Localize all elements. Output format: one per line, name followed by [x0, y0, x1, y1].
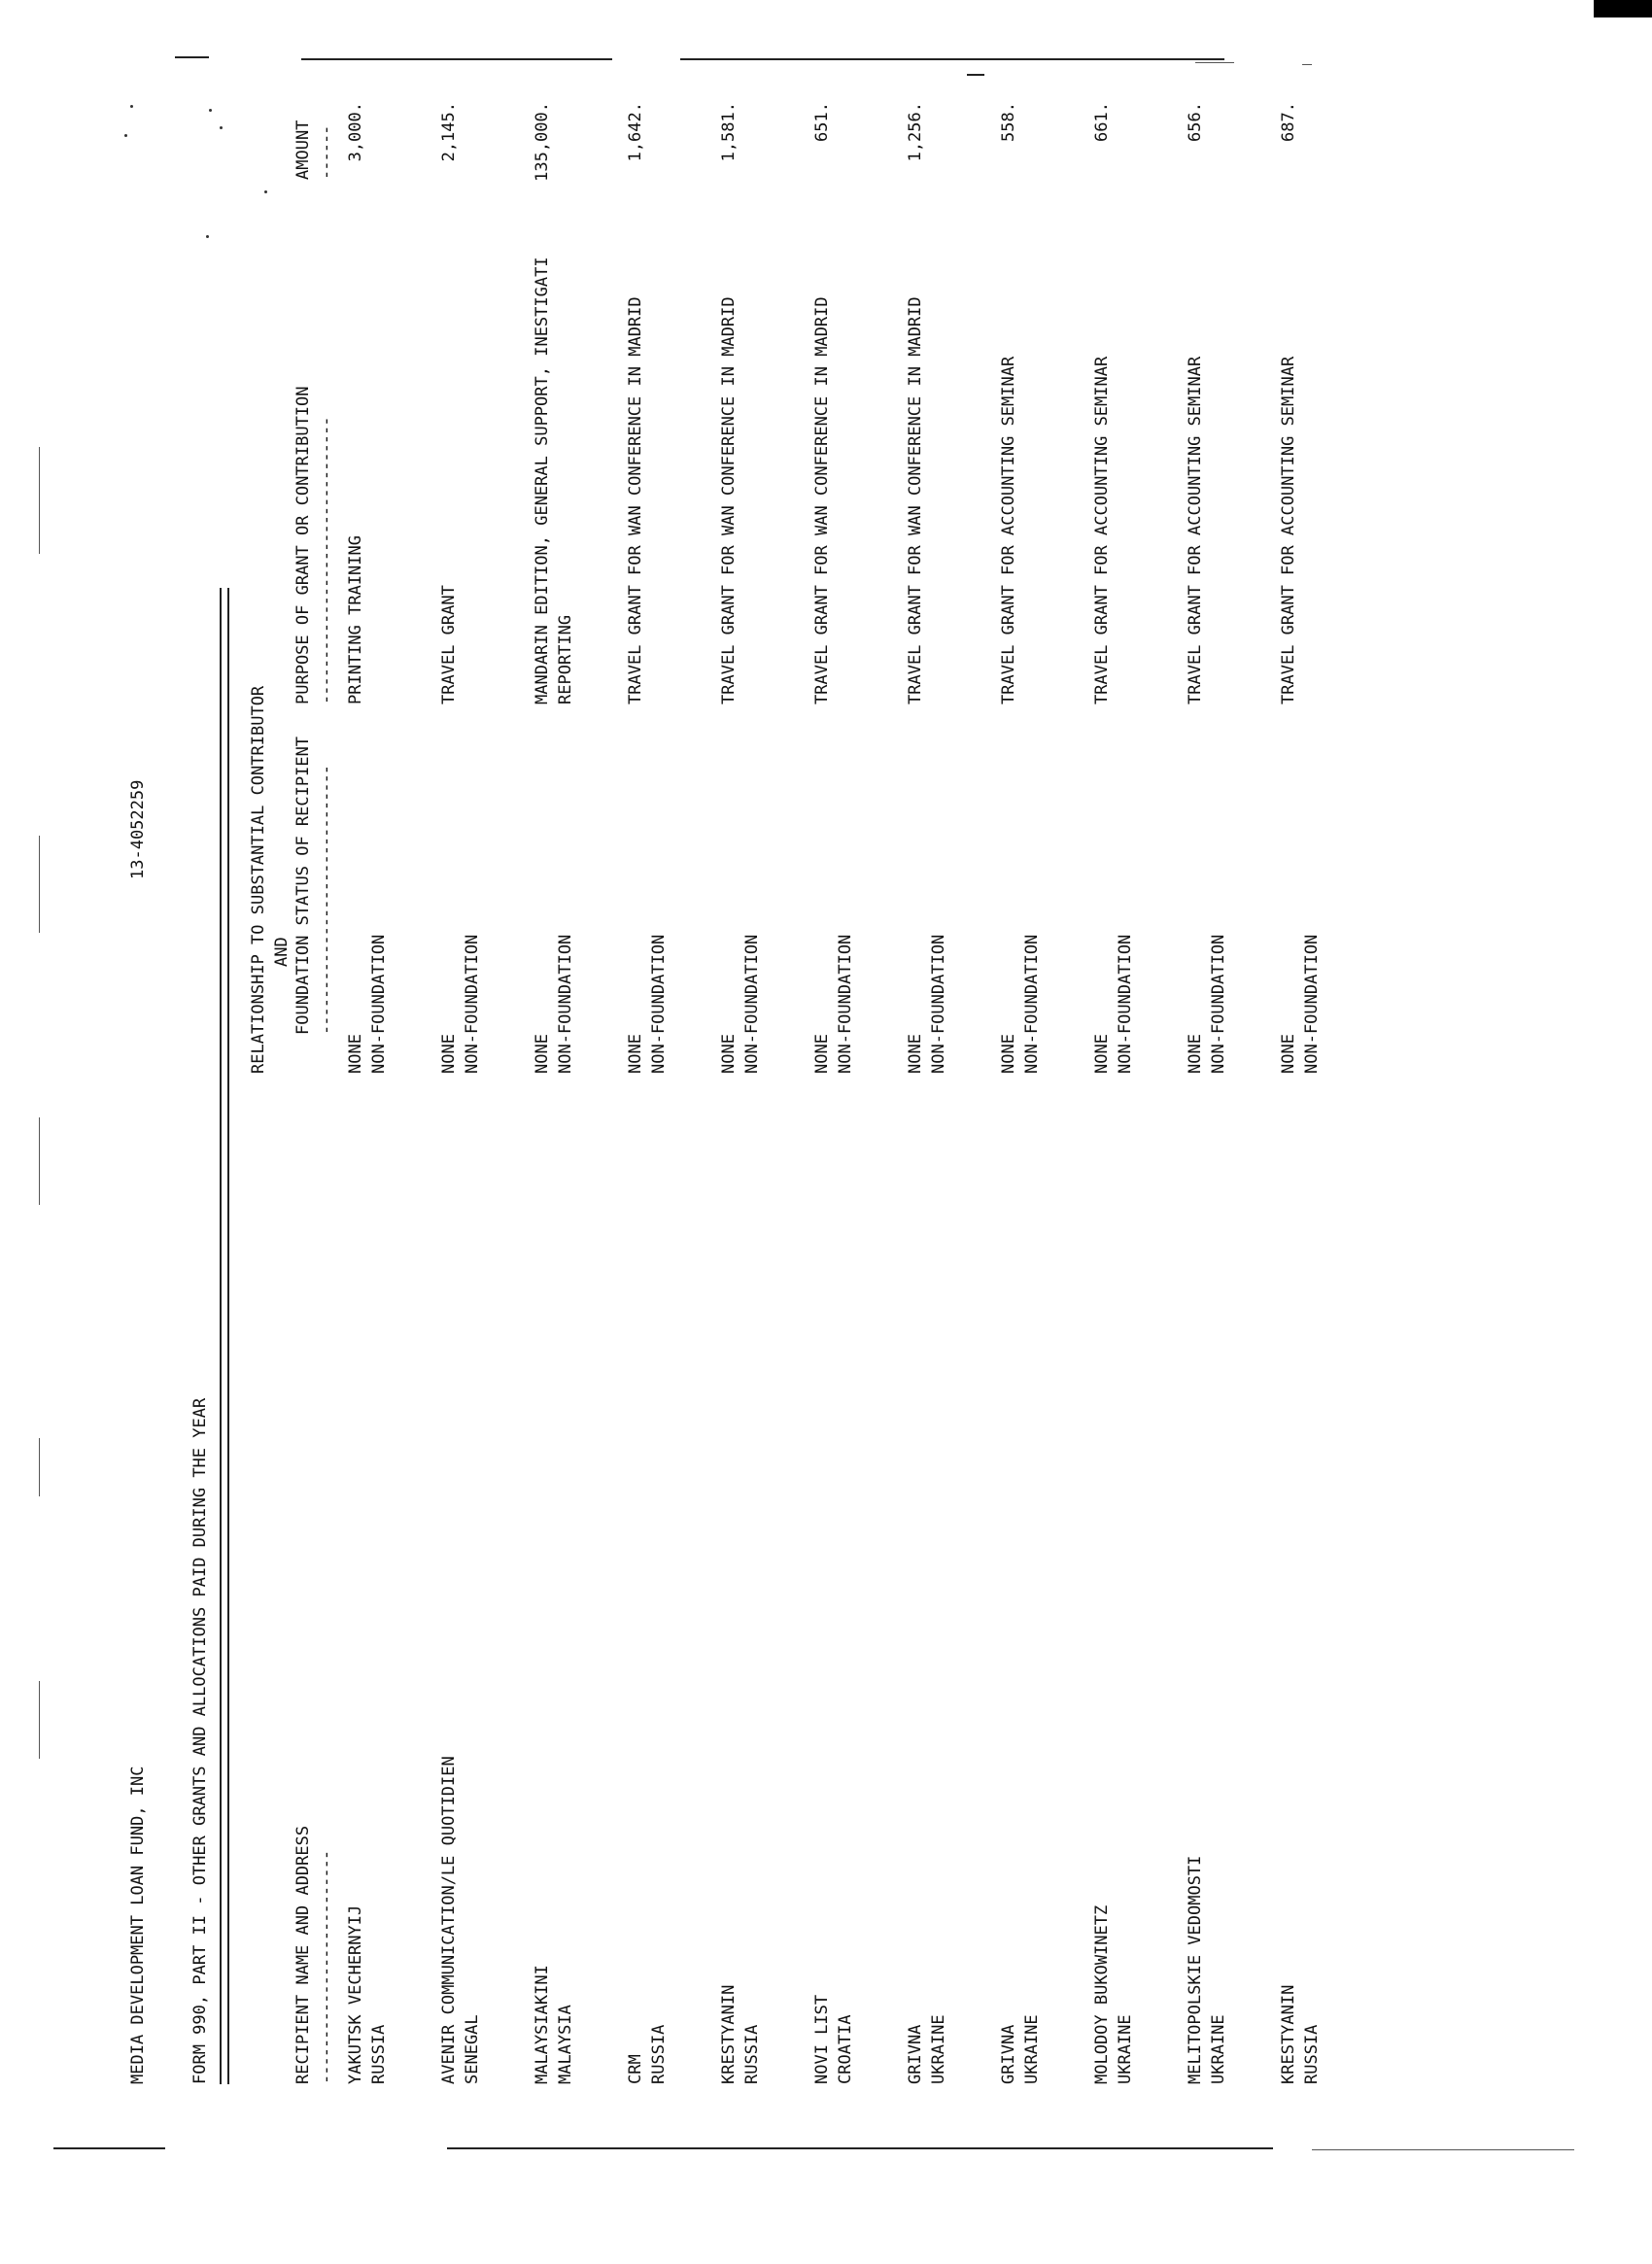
recipient-status: NON-FOUNDATION — [929, 934, 948, 1074]
recipient-country: RUSSIA — [649, 2024, 669, 2084]
scan-edge-line — [175, 56, 209, 58]
recipient-country: SENEGAL — [463, 2014, 482, 2084]
recipient-relationship: NONE — [439, 1034, 459, 1074]
organization-name: MEDIA DEVELOPMENT LOAN FUND, INC — [128, 1766, 148, 2084]
recipient-status: NON-FOUNDATION — [649, 934, 669, 1074]
recipient-name: AVENIR COMMUNICATION/LE QUOTIDIEN — [439, 1756, 459, 2084]
recipient-country: MALAYSIA — [556, 2005, 575, 2084]
recipient-status: NON-FOUNDATION — [836, 934, 855, 1074]
header-recipient: RECIPIENT NAME AND ADDRESS — [293, 1825, 313, 2084]
recipient-status: NON-FOUNDATION — [1116, 934, 1135, 1074]
table-row — [437, 102, 525, 2084]
grant-purpose: TRAVEL GRANT FOR ACCOUNTING SEMINAR — [1092, 356, 1112, 704]
form-title: FORM 990, PART II - OTHER GRANTS AND ALLOCATIONS PAID DURING THE YEAR — [190, 1397, 210, 2084]
scan-edge-line — [53, 2147, 165, 2149]
grant-amount: 651. — [812, 102, 832, 142]
scan-edge-line — [39, 1681, 40, 1759]
grant-purpose: TRAVEL GRANT FOR ACCOUNTING SEMINAR — [1279, 356, 1298, 704]
table-row — [717, 102, 805, 2084]
recipient-relationship: NONE — [626, 1034, 645, 1074]
grant-purpose: TRAVEL GRANT — [439, 585, 459, 704]
recipient-status: NON-FOUNDATION — [1302, 934, 1322, 1074]
table-row — [531, 102, 618, 2084]
grant-amount: 558. — [999, 102, 1018, 142]
title-double-rule — [220, 588, 229, 2084]
recipient-status: NON-FOUNDATION — [556, 934, 575, 1074]
rule-relationship: ------------------------------ — [317, 765, 336, 1035]
grant-amount: 135,000. — [533, 102, 552, 182]
scan-edge-line — [1195, 62, 1234, 63]
table-row — [810, 102, 898, 2084]
rule-purpose: -------------------------------- — [317, 417, 336, 704]
table-row — [1277, 102, 1364, 2084]
recipient-status: NON-FOUNDATION — [463, 934, 482, 1074]
header-relationship-line1: RELATIONSHIP TO SUBSTANTIAL CONTRIBUTOR — [249, 685, 268, 1074]
grant-amount: 661. — [1092, 102, 1112, 142]
recipient-relationship: NONE — [346, 1034, 365, 1074]
grant-amount: 1,642. — [626, 102, 645, 162]
grant-amount: 2,145. — [439, 102, 459, 162]
scan-edge-line — [39, 1117, 40, 1205]
table-row — [624, 102, 711, 2084]
scan-edge-line — [680, 58, 1224, 60]
recipient-country: UKRAINE — [929, 2014, 948, 2084]
grant-purpose: TRAVEL GRANT FOR WAN CONFERENCE IN MADRID — [812, 296, 832, 704]
rule-recipient: -------------------------- — [317, 1850, 336, 2084]
recipient-status: NON-FOUNDATION — [1022, 934, 1042, 1074]
scan-speck — [130, 105, 133, 108]
recipient-name: YAKUTSK VECHERNYIJ — [346, 1904, 365, 2084]
header-relationship-line2: AND — [272, 937, 292, 967]
table-row — [904, 102, 991, 2084]
recipient-country: CROATIA — [836, 2014, 855, 2084]
recipient-status: NON-FOUNDATION — [742, 934, 762, 1074]
grant-purpose: TRAVEL GRANT FOR WAN CONFERENCE IN MADRID — [906, 296, 925, 704]
recipient-relationship: NONE — [719, 1034, 739, 1074]
grant-purpose: TRAVEL GRANT FOR WAN CONFERENCE IN MADRID — [626, 296, 645, 704]
scan-corner-mark — [1594, 0, 1652, 17]
table-row — [1184, 102, 1271, 2084]
recipient-name: KRESTYANIN — [719, 1984, 739, 2084]
header-purpose: PURPOSE OF GRANT OR CONTRIBUTION — [293, 386, 313, 704]
recipient-name: KRESTYANIN — [1279, 1984, 1298, 2084]
recipient-name: MELITOPOLSKIE VEDOMOSTI — [1186, 1855, 1205, 2084]
recipient-name: GRIVNA — [999, 2024, 1018, 2084]
header-relationship-line3: FOUNDATION STATUS OF RECIPIENT — [293, 736, 313, 1035]
recipient-name: MOLODOY BUKOWINETZ — [1092, 1904, 1112, 2084]
table-row — [344, 102, 431, 2084]
recipient-status: NON-FOUNDATION — [1209, 934, 1228, 1074]
grant-purpose: TRAVEL GRANT FOR WAN CONFERENCE IN MADRID — [719, 296, 739, 704]
recipient-relationship: NONE — [906, 1034, 925, 1074]
recipient-status: NON-FOUNDATION — [369, 934, 389, 1074]
recipient-name: MALAYSIAKINI — [533, 1965, 552, 2084]
scan-edge-line — [967, 74, 984, 76]
grant-purpose: TRAVEL GRANT FOR ACCOUNTING SEMINAR — [999, 356, 1018, 704]
recipient-name: GRIVNA — [906, 2024, 925, 2084]
grant-amount: 1,581. — [719, 102, 739, 162]
scan-edge-line — [1302, 64, 1312, 65]
scan-edge-line — [39, 836, 40, 933]
grant-purpose-cont: REPORTING — [556, 614, 575, 704]
recipient-country: UKRAINE — [1209, 2014, 1228, 2084]
recipient-relationship: NONE — [1279, 1034, 1298, 1074]
header-amount: AMOUNT — [293, 120, 313, 180]
recipient-country: RUSSIA — [742, 2024, 762, 2084]
scan-edge-line — [39, 447, 40, 554]
recipient-name: NOVI LIST — [812, 1994, 832, 2084]
scan-edge-line — [1312, 2149, 1574, 2150]
table-row — [997, 102, 1084, 2084]
ein-number: 13-4052259 — [128, 779, 148, 879]
grant-purpose: TRAVEL GRANT FOR ACCOUNTING SEMINAR — [1186, 356, 1205, 704]
recipient-relationship: NONE — [812, 1034, 832, 1074]
scan-edge-line — [447, 2147, 1273, 2149]
grant-amount: 687. — [1279, 102, 1298, 142]
grant-purpose: PRINTING TRAINING — [346, 535, 365, 704]
recipient-relationship: NONE — [533, 1034, 552, 1074]
rule-amount: ------ — [317, 125, 336, 180]
recipient-name: CRM — [626, 2054, 645, 2084]
recipient-country: UKRAINE — [1116, 2014, 1135, 2084]
table-row — [1090, 102, 1178, 2084]
recipient-country: RUSSIA — [1302, 2024, 1322, 2084]
recipient-relationship: NONE — [1186, 1034, 1205, 1074]
recipient-country: RUSSIA — [369, 2024, 389, 2084]
recipient-relationship: NONE — [1092, 1034, 1112, 1074]
grants-schedule — [126, 102, 1428, 2084]
grant-amount: 656. — [1186, 102, 1205, 142]
grant-amount: 3,000. — [346, 102, 365, 162]
scan-edge-line — [301, 58, 612, 60]
scan-edge-line — [39, 1438, 40, 1496]
recipient-relationship: NONE — [999, 1034, 1018, 1074]
grant-purpose: MANDARIN EDITION, GENERAL SUPPORT, INESTIGATI — [533, 257, 552, 704]
grant-amount: 1,256. — [906, 102, 925, 162]
recipient-country: UKRAINE — [1022, 2014, 1042, 2084]
